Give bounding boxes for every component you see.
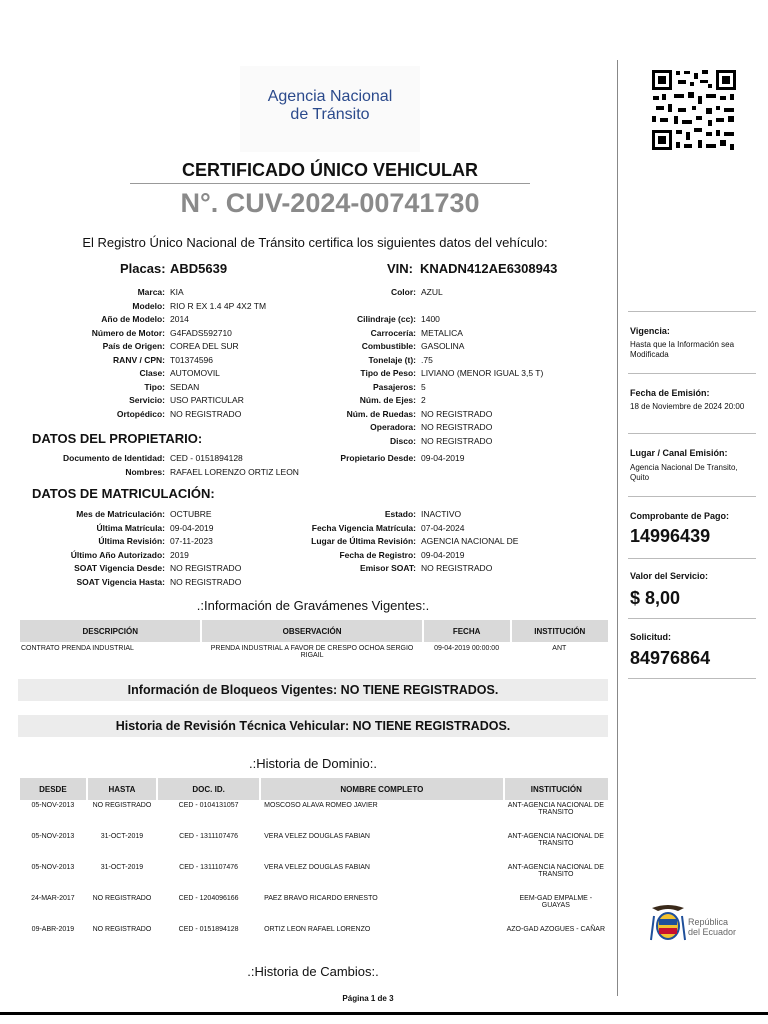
registration-details-right [300, 508, 518, 576]
detail-label: Fecha de Registro: [339, 549, 416, 560]
agency-logo-text [240, 88, 420, 124]
detail-label: Última Revisión: [98, 536, 165, 546]
table-cell: VERA VELEZ DOUGLAS FABIAN [264, 833, 370, 840]
detail-row [300, 421, 543, 435]
liens-heading: .:Información de Gravámenes Vigentes:. [196, 598, 430, 613]
detail-value: G4FADS592710 [170, 327, 232, 338]
emision-value: 18 de Noviembre de 2024 20:00 [630, 402, 745, 411]
table-cell: NO REGISTRADO [92, 926, 152, 933]
sidebar-separator [628, 433, 756, 434]
detail-label: Año de Modelo: [101, 314, 165, 324]
detail-row [300, 549, 518, 563]
column-header: DESDE [19, 778, 87, 800]
detail-row [300, 452, 464, 466]
detail-row [20, 576, 241, 590]
solicitud-label: Solicitud: [630, 632, 671, 642]
detail-label: Núm. de Ruedas: [346, 408, 416, 419]
table-cell: 31-OCT-2019 [100, 864, 144, 871]
lugar-value: Agencia Nacional De Transito, Quito [630, 463, 738, 482]
agency-logo-line1: Agencia Nacional [267, 88, 393, 105]
detail-value: CED - 0151894128 [170, 453, 243, 463]
detail-label [300, 300, 416, 314]
ecuador-coat-of-arms-icon [648, 902, 688, 946]
detail-label: Color: [390, 287, 416, 297]
detail-row [300, 313, 543, 327]
detail-value: RIO R EX 1.4 4P 4X2 TM [170, 300, 267, 311]
table-cell: CED - 1204096166 [178, 895, 239, 902]
comprobante-label: Comprobante de Pago: [630, 511, 730, 521]
detail-label: Tipo de Peso: [360, 368, 416, 378]
sidebar-separator [628, 558, 756, 559]
detail-label: Marca: [137, 287, 165, 297]
detail-row [300, 340, 543, 354]
table-header-row [19, 778, 608, 800]
detail-value: RAFAEL LORENZO ORTIZ LEON [170, 466, 299, 477]
detail-value: USO PARTICULAR [170, 395, 244, 405]
detail-value: 2019 [170, 549, 189, 560]
detail-row [300, 367, 543, 381]
detail-row [300, 381, 543, 395]
detail-label: Pasajeros: [373, 381, 416, 392]
detail-value: AZUL [421, 287, 443, 297]
detail-value: NO REGISTRADO [170, 576, 242, 587]
table-cell: 09-ABR-2019 [31, 926, 75, 933]
detail-row [20, 354, 266, 368]
detail-row [300, 394, 543, 408]
sidebar-separator [628, 311, 756, 312]
vehicle-details-left [20, 286, 266, 421]
detail-row [300, 435, 543, 449]
comprobante-value: 14996439 [630, 526, 711, 546]
table-cell: ANT-AGENCIA NACIONAL DE TRANSITO [507, 833, 604, 847]
detail-label: Último Año Autorizado: [70, 549, 165, 560]
column-header: FECHA [423, 620, 511, 642]
liens-table [18, 620, 608, 659]
detail-label: Emisor SOAT: [359, 563, 416, 573]
detail-label: Mes de Matriculación: [76, 509, 165, 519]
vigencia-label: Vigencia: [630, 326, 670, 336]
detail-value: NO REGISTRADO [421, 435, 493, 446]
detail-row [20, 394, 266, 408]
detail-row [20, 300, 266, 314]
detail-label: Número de Motor: [91, 327, 165, 338]
table-row [19, 642, 608, 659]
detail-value: 2 [421, 395, 426, 405]
detail-label: Clase: [139, 368, 165, 378]
table-cell: 05-NOV-2013 [31, 864, 75, 871]
bottom-rule [0, 1012, 768, 1015]
table-cell: PAEZ BRAVO RICARDO ERNESTO [264, 895, 378, 902]
detail-row [20, 381, 266, 395]
table-cell: 05-NOV-2013 [31, 833, 75, 840]
owner-heading: DATOS DEL PROPIETARIO: [32, 431, 203, 446]
detail-label: Núm. de Ejes: [359, 395, 416, 405]
owner-details-right [300, 452, 464, 466]
vehicle-details-right [300, 286, 543, 448]
detail-row [300, 535, 518, 549]
detail-value [416, 300, 421, 314]
emision-label: Fecha de Emisión: [630, 388, 710, 398]
detail-value: 5 [421, 381, 426, 392]
detail-value: INACTIVO [421, 509, 462, 519]
table-cell: ANT [552, 645, 567, 652]
vin-label: VIN: [387, 261, 413, 276]
column-header: DOC. ID. [157, 778, 260, 800]
agency-logo-line2: de Tránsito [290, 106, 370, 123]
detail-label: SOAT Vigencia Desde: [74, 563, 165, 573]
column-header: OBSERVACIÓN [201, 620, 422, 642]
detail-value: COREA DEL SUR [170, 341, 239, 351]
detail-label: Operadora: [370, 422, 416, 432]
table-cell: MOSCOSO ALAVA ROMEO JAVIER [264, 802, 378, 809]
column-header: NOMBRE COMPLETO [260, 778, 504, 800]
sidebar-separator [628, 373, 756, 374]
solicitud-value: 84976864 [630, 648, 711, 668]
cuv-number: N°. CUV-2024-00741730 [180, 188, 480, 218]
detail-label: Carrocería: [370, 327, 416, 338]
detail-label: Servicio: [129, 395, 165, 405]
page-number: Página 1 de 3 [342, 994, 394, 1003]
detail-row [20, 562, 241, 576]
detail-value: NO REGISTRADO [421, 422, 493, 432]
detail-value: 09-04-2019 [170, 522, 214, 533]
detail-row [300, 300, 543, 314]
detail-label: País de Origen: [102, 341, 165, 351]
table-cell: ANT-AGENCIA NACIONAL DE TRANSITO [507, 864, 604, 878]
detail-value: GASOLINA [421, 341, 465, 351]
republica-line2: del Ecuador [688, 927, 737, 937]
detail-row [20, 340, 266, 354]
detail-label: Última Matrícula: [96, 522, 165, 533]
table-row [19, 831, 608, 862]
detail-value: METALICA [421, 327, 463, 338]
detail-row [300, 562, 518, 576]
detail-value: 1400 [421, 314, 440, 324]
detail-row [20, 466, 299, 480]
detail-label: Nombres: [125, 466, 165, 477]
blocks-banner: Información de Bloqueos Vigentes: NO TIENE REGISTRADOS. [18, 679, 608, 701]
detail-value: LIVIANO (MENOR IGUAL 3,5 T) [421, 368, 544, 378]
detail-row [20, 286, 266, 300]
detail-value: NO REGISTRADO [170, 563, 242, 573]
detail-value: AUTOMOVIL [170, 368, 220, 378]
detail-label: SOAT Vigencia Hasta: [76, 576, 165, 587]
table-cell: NO REGISTRADO [92, 895, 152, 902]
detail-row [20, 452, 299, 466]
registration-details-left [20, 508, 241, 589]
table-cell: PRENDA INDUSTRIAL A FAVOR DE CRESPO OCHOA SERGIO RIGAIL [210, 645, 414, 659]
table-header-row [19, 620, 608, 642]
detail-label: Tonelaje (t): [368, 354, 416, 365]
detail-row [20, 549, 241, 563]
detail-row [20, 313, 266, 327]
detail-label: Modelo: [132, 300, 165, 311]
detail-value: 07-04-2024 [421, 522, 465, 533]
changes-heading: .:Historia de Cambios:. [247, 964, 379, 979]
detail-value: 07-11-2023 [170, 536, 213, 546]
table-row [19, 893, 608, 924]
detail-label: Documento de Identidad: [63, 453, 165, 463]
table-cell: 05-NOV-2013 [31, 802, 75, 809]
vin-value: KNADN412AE6308943 [420, 261, 558, 276]
title-divider [130, 183, 530, 184]
detail-label: Fecha Vigencia Matrícula: [311, 522, 416, 533]
detail-value: .75 [421, 354, 433, 365]
valor-label: Valor del Servicio: [630, 571, 709, 581]
vigencia-value: Hasta que la Información sea Modificada [630, 340, 735, 359]
detail-value: KIA [170, 287, 184, 297]
detail-row [20, 522, 241, 536]
table-cell: EEM-GAD EMPALME - GUAYAS [519, 895, 593, 909]
detail-value: 2014 [170, 314, 189, 324]
owner-details-left [20, 452, 299, 479]
lugar-label: Lugar / Canal Emisión: [630, 448, 728, 458]
table-row [19, 800, 608, 831]
detail-label: RANV / CPN: [113, 354, 165, 365]
detail-row [20, 408, 266, 422]
registration-heading: DATOS DE MATRICULACIÓN: [32, 486, 215, 501]
republica-line1: República [688, 917, 729, 927]
certificate-title: CERTIFICADO ÚNICO VEHICULAR [182, 160, 478, 180]
detail-label: Propietario Desde: [340, 453, 416, 463]
detail-label: Estado: [384, 509, 416, 519]
detail-value: SEDAN [170, 381, 200, 392]
detail-value: NO REGISTRADO [170, 408, 242, 419]
valor-value: $ 8,00 [630, 588, 681, 608]
placas-label: Placas: [120, 261, 166, 276]
detail-row [300, 327, 543, 341]
detail-label: Cilindraje (cc): [356, 314, 416, 324]
detail-value: NO REGISTRADO [421, 408, 493, 419]
sidebar-separator [628, 496, 756, 497]
intro-text: El Registro Único Nacional de Tránsito certifica los siguientes datos del vehículo: [82, 235, 548, 250]
detail-label: Lugar de Última Revisión: [311, 536, 416, 546]
detail-value: T01374596 [170, 354, 214, 365]
sidebar-divider [617, 60, 618, 996]
detail-row [20, 327, 266, 341]
detail-label: Disco: [390, 435, 416, 446]
republica-text [688, 917, 736, 937]
detail-row [20, 535, 241, 549]
detail-row [300, 354, 543, 368]
table-cell: CONTRATO PRENDA INDUSTRIAL [21, 645, 134, 652]
detail-value: 09-04-2019 [421, 453, 465, 463]
detail-value: NO REGISTRADO [421, 563, 493, 573]
detail-label: Tipo: [144, 381, 165, 392]
column-header: INSTITUCIÓN [511, 620, 608, 642]
detail-row [20, 508, 241, 522]
detail-row [300, 286, 543, 300]
table-cell: NO REGISTRADO [92, 802, 152, 809]
detail-value: 09-04-2019 [421, 549, 465, 560]
sidebar-separator [628, 678, 756, 679]
detail-value: OCTUBRE [170, 509, 212, 519]
table-row [19, 924, 608, 955]
table-cell: 09-04-2019 00:00:00 [434, 645, 500, 652]
table-cell: ORTIZ LEON RAFAEL LORENZO [264, 926, 371, 933]
table-cell: CED - 0104131057 [178, 802, 239, 809]
qr-code-icon [650, 68, 738, 152]
detail-row [300, 408, 543, 422]
table-cell: 31-OCT-2019 [100, 833, 144, 840]
ownership-table [18, 778, 608, 955]
column-header: INSTITUCIÓN [504, 778, 608, 800]
table-row [19, 862, 608, 893]
detail-value: AGENCIA NACIONAL DE [421, 536, 519, 546]
placas-value: ABD5639 [170, 261, 228, 276]
table-cell: CED - 1311107476 [179, 864, 239, 871]
detail-row [300, 508, 518, 522]
table-cell: VERA VELEZ DOUGLAS FABIAN [264, 864, 370, 871]
column-header: DESCRIPCIÓN [19, 620, 201, 642]
table-cell: CED - 0151894128 [178, 926, 239, 933]
detail-label: Ortopédico: [116, 408, 165, 419]
detail-label: Combustible: [361, 341, 416, 351]
ownership-heading: .:Historia de Dominio:. [249, 756, 377, 771]
detail-row [300, 522, 518, 536]
table-cell: CED - 1311107476 [179, 833, 239, 840]
inspection-banner: Historia de Revisión Técnica Vehicular: NO TIENE REGISTRADOS. [18, 715, 608, 737]
column-header: HASTA [87, 778, 157, 800]
table-cell: AZO-GAD AZOGUES - CAÑAR [506, 926, 606, 933]
sidebar-separator [628, 618, 756, 619]
table-cell: ANT-AGENCIA NACIONAL DE TRANSITO [507, 802, 604, 816]
detail-row [20, 367, 266, 381]
table-cell: 24-MAR-2017 [31, 895, 75, 902]
